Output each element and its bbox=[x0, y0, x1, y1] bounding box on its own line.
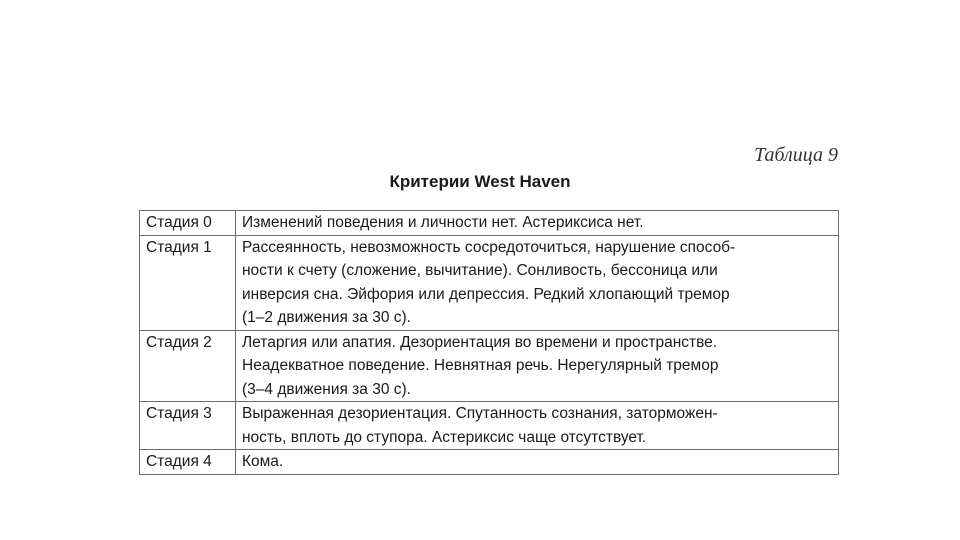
description-line: Изменений поведения и личности нет. Астериксиса нет. bbox=[242, 214, 644, 231]
description-line: Рассеянность, невозможность сосредоточиться, нарушение способ- bbox=[242, 238, 736, 256]
description-line: (1–2 движения за 30 с). bbox=[242, 309, 411, 326]
stage-cell: Стадия 1 bbox=[140, 235, 236, 330]
description-line: Летаргия или апатия. Дезориентация во времени и пространстве. bbox=[242, 333, 718, 351]
stage-cell: Стадия 4 bbox=[140, 450, 236, 475]
stage-cell: Стадия 3 bbox=[140, 402, 236, 450]
table-row bbox=[140, 235, 839, 330]
table-row bbox=[140, 211, 839, 236]
description-cell bbox=[236, 330, 839, 402]
description-cell bbox=[236, 211, 839, 236]
table-row bbox=[140, 450, 839, 475]
table-caption: Таблица 9 bbox=[754, 144, 838, 166]
description-line: Выраженная дезориентация. Спутанность сознания, заторможен- bbox=[242, 405, 718, 422]
description-line: Неадекватное поведение. Невнятная речь. Нерегулярный тремор bbox=[242, 357, 719, 374]
stage-cell: Стадия 0 bbox=[140, 211, 236, 236]
description-line: инверсия сна. Эйфория или депрессия. Редкий хлопающий тремор bbox=[242, 285, 730, 303]
description-line: (3–4 движения за 30 с). bbox=[242, 380, 411, 398]
criteria-table bbox=[139, 210, 839, 475]
description-line: ности к счету (сложение, вычитание). Сонливость, бессоница или bbox=[242, 262, 718, 279]
description-cell bbox=[236, 450, 839, 475]
description-line: Кома. bbox=[242, 453, 284, 470]
description-cell bbox=[236, 235, 839, 330]
table-row bbox=[140, 402, 839, 450]
description-line: ность, вплоть до ступора. Астериксис чаще отсутствует. bbox=[242, 428, 647, 446]
description-cell bbox=[236, 402, 839, 450]
table-row bbox=[140, 330, 839, 402]
table-title: Критерии West Haven bbox=[389, 172, 571, 191]
stage-cell: Стадия 2 bbox=[140, 330, 236, 402]
